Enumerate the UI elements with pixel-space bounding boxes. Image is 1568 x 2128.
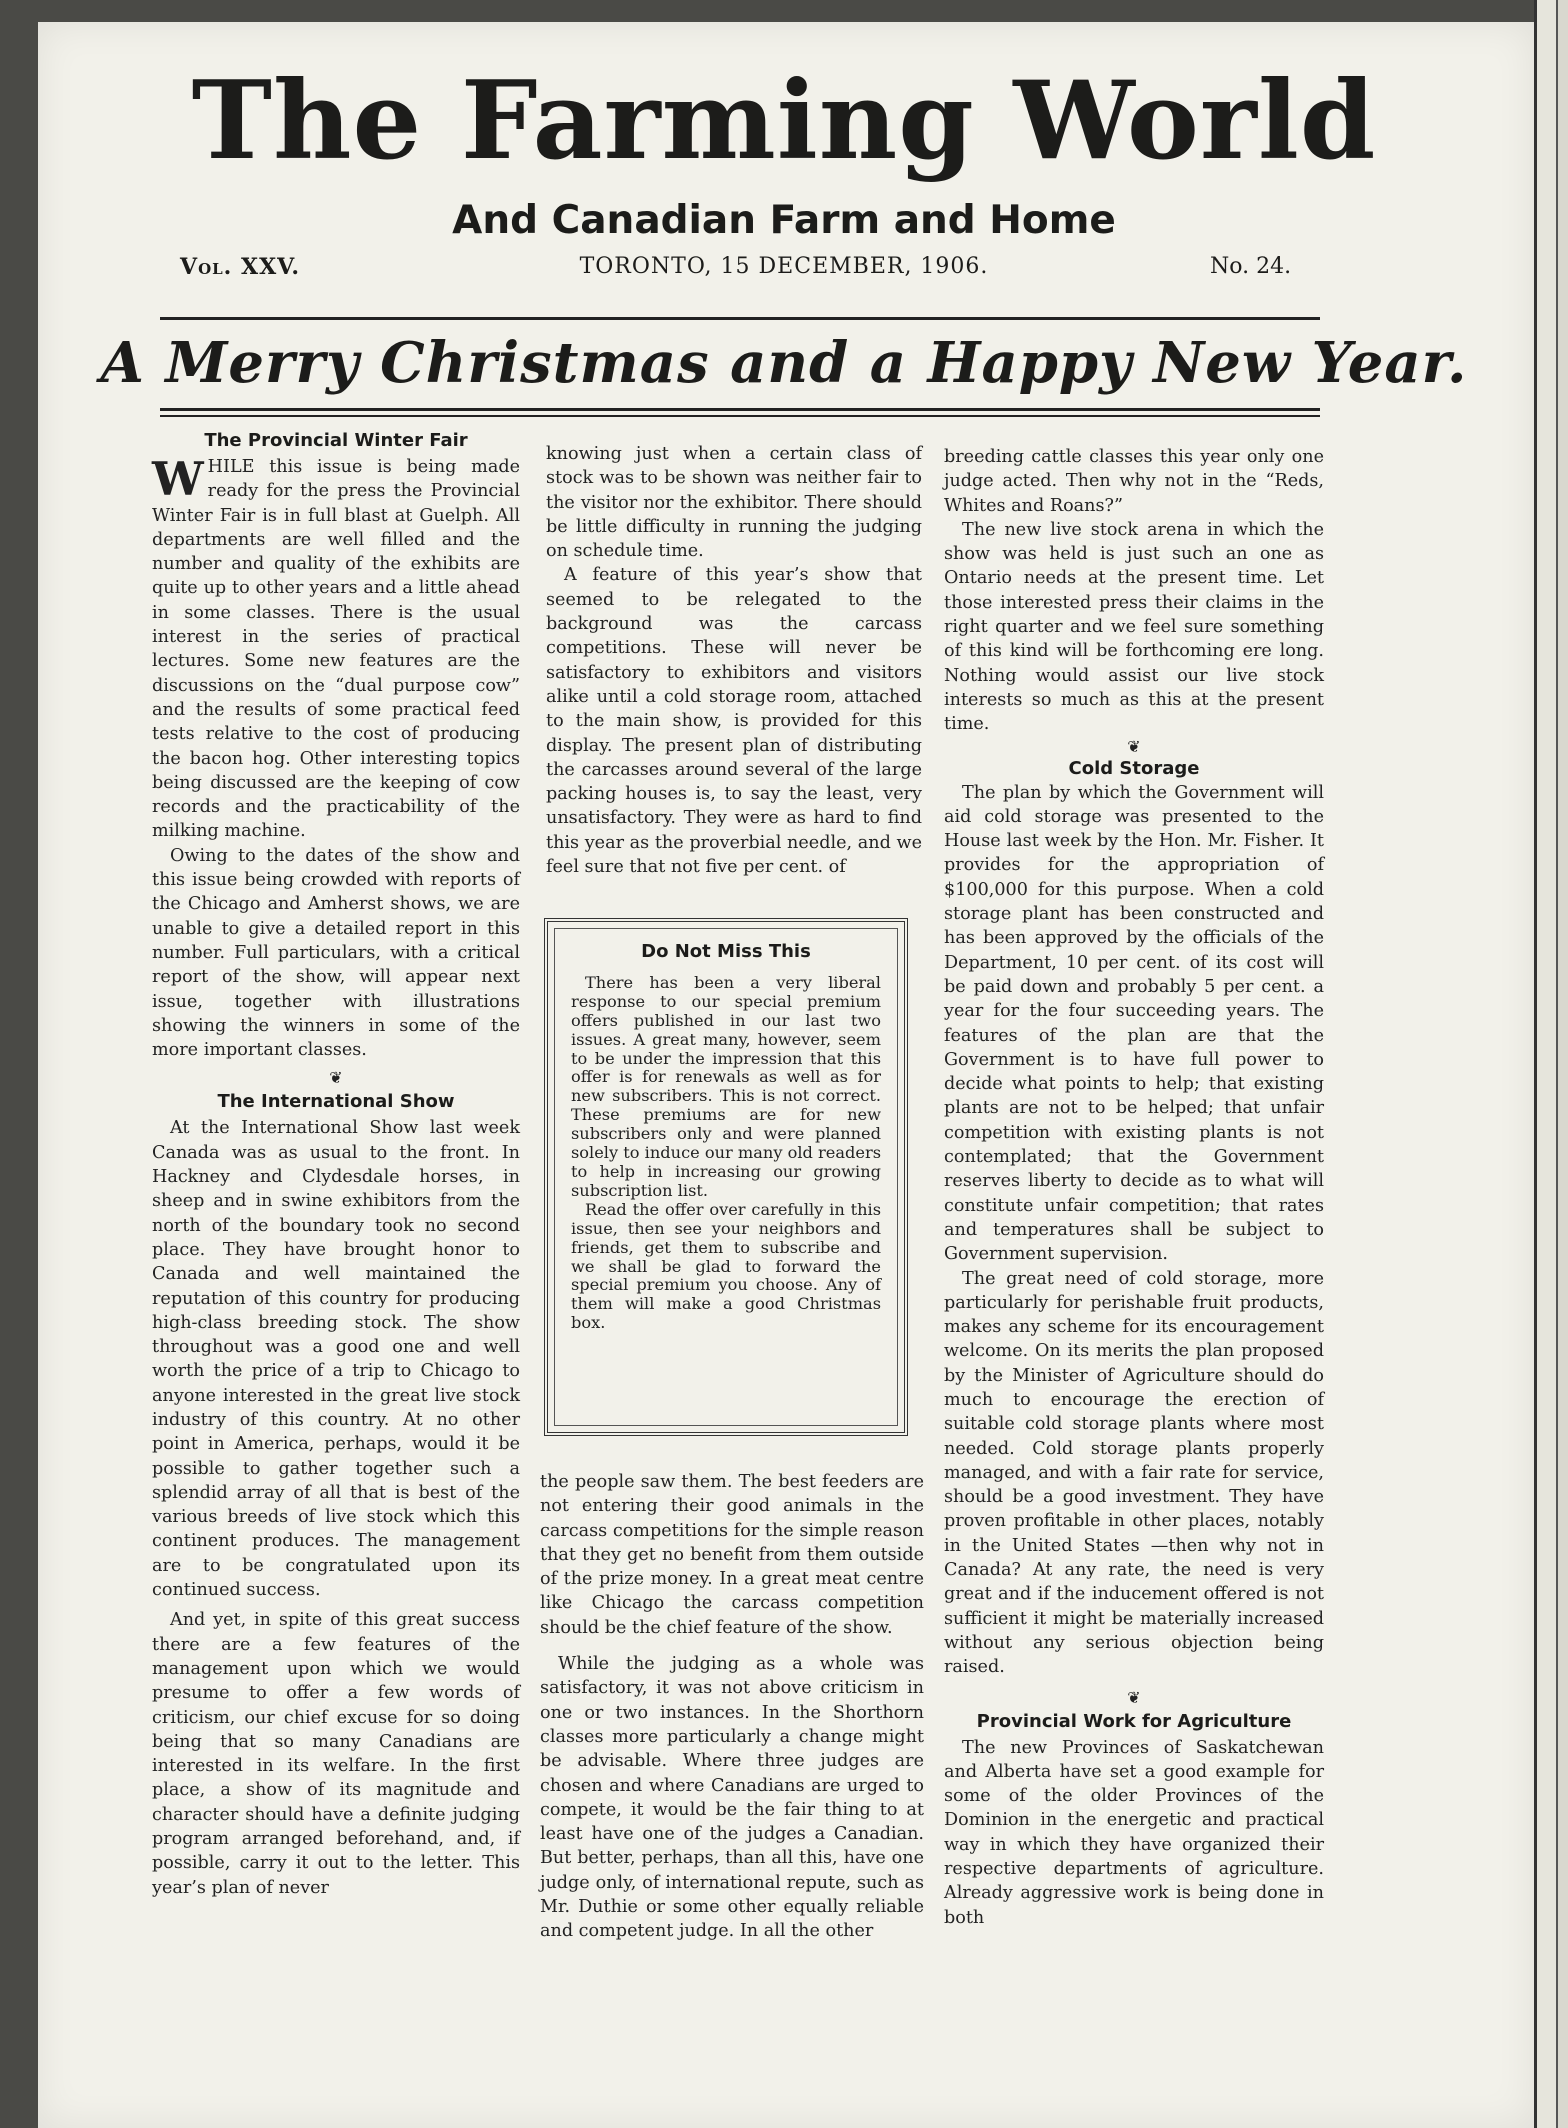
article-paragraph: While the judging as a whole was satisfactory, it was not above criticism in one or two instances. In the Shorthorn classes more particularly a change might be advisable. Where three judges are chosen and where Canadians are urged to compete, it would be the fair thing to at least have one of the judges a Canadian. But better, perhaps, than all this, have one judge only, of international repute, such as Mr. Duthie or some other equally reliable and competent judge. In all the other [540,1654,924,1942]
notice-paragraph: There has been a very liberal response to our special premium offers published in our last two issues. A great many, however, seem to be under the impression that this offer is for renewals as well as for new subscribers. This is not correct. These premiums are for new subscribers only and were planned solely to induce our many old readers to help in increasing our growing subscription list. [571,972,882,1200]
greeting-rule-top [160,408,1320,411]
holiday-greeting: A Merry Christmas and a Happy New Year. [100,330,1468,396]
article-paragraph: The plan by which the Government will aid cold storage was presented to the House last week by the Hon. Mr. Fisher. It provides for the appropriation of $100,000 for this purpose. When a cold storage plant has been constructed and has been approved by the officials of the Department, 10 per cent. of its cost will be paid down and probably 5 per cent. a year for the four succeeding years. The features of the plan are that the Government is to have full power to decide what points to help; that existing plants are not to be helped; that unfair competition with existing plants is not contemplated; that the Government reserves liberty to decide as to what will constitute unfair competition; that rates and temperatures shall be subject to Government supervision. [944,782,1324,1265]
article-paragraph: The new live stock arena in which the show was held is just such an one as Ontario needs at the present time. Let those interested press their claims in the right quarter and we feel sure something of this kind will be forthcoming ere long. Nothing would assist our live stock interests so much as this at the present time. [944,519,1324,735]
article-paragraph: the people saw them. The best feeders are not entering their good animals in the carcass competitions for the simple reason that they get no benefit from them outside of the prize money. In a great meat centre like Chicago the carcass competition should be the chief feature of the show. [540,1472,924,1638]
article-heading: Cold Storage [1068,757,1200,779]
issue-number: No. 24. [1210,254,1292,279]
paragraph-text: HILE this issue is being made ready for the press the Provincial Winter Fair is in full blast at Guelph. All departments are well filled and the number and quality of the exhibits are quite up to other years and a little ahead in some classes. There is the usual interest in the series of practical lectures. Some new features are the discussions on the “dual purpose cow” and the results of some practical feed tests relative to the cost of producing the bacon hog. Other interesting topics being discussed are the keeping of cow records and the practicability of the milking machine. [152,457,520,842]
ornament-icon: ❦ [1127,736,1141,756]
article-heading: The Provincial Winter Fair [204,430,468,451]
drop-cap: W [152,452,204,506]
volume-label: Vol. XXV. [180,254,301,280]
column-2 [546,442,922,879]
article-paragraph [152,452,520,844]
article-paragraph: The new Provinces of Saskatchewan and Alberta have set a good example for some of the older Provinces of the Dominion in the energetic and practical way in which they have organized their respective departments of agriculture. Already aggressive work is being done in both [944,1737,1324,1928]
column-3 [944,445,1324,1930]
greeting-rule-bottom [160,415,1320,417]
dateline: TORONTO, 15 DECEMBER, 1906. [579,254,989,279]
article-paragraph: The great need of cold storage, more particularly for perishable fruit products, makes any scheme for its encouragement welcome. On its merits the plan proposed by the Minister of Agriculture should do much to encourage the erection of suitable cold storage plants where most needed. Cold storage plants properly managed, and with a fair rate for service, should be a good investment. They have proven profitable in other places, notably in the United States —then why not in Canada? At any rate, the need is very great and if the inducement offered is not sufficient it might be materially increased without any serious objection being raised. [944,1268,1324,1678]
article-heading: Provincial Work for Agriculture [976,1710,1292,1732]
article-paragraph: At the International Show last week Canada was as usual to the front. In Hackney and Clydesdale horses, in sheep and in swine exhibitors from the north of the boundary took no second place. They have brought honor to Canada and well maintained the reputation of this country for producing high-class breeding stock. The show throughout was a good one and well worth the price of a trip to Chicago to anyone interested in the great live stock industry of this country. At no other point in America, perhaps, would it be possible to gather together such a splendid array of all that is best of the various breeds of live stock which this continent produces. The management are to be congratulated upon its continued success. [152,1118,520,1601]
notice-box [544,918,908,1436]
article-heading: The International Show [217,1091,455,1113]
notice-paragraph: Read the offer over carefully in this issue, then see your neighbors and friends, get them to subscribe and we shall be glad to forward the special premium you choose. Any of them will make a good Christmas box. [571,1199,881,1333]
notice-box-inner [554,928,898,1426]
article-paragraph: Owing to the dates of the show and this issue being crowded with reports of the Chicago and Amherst shows, we are unable to give a detailed report in this number. Full particulars, with a critical report of the show, will appear next issue, together with illustrations showing the winners in some of the more important classes. [152,845,520,1061]
ornament-icon: ❦ [1127,1687,1141,1707]
column-2-continued [540,1470,924,1944]
ornament-icon: ❦ [329,1068,343,1088]
newspaper-title: The Farming World [191,58,1377,184]
article-paragraph: A feature of this year’s show that seemed to be relegated to the background was the carcass competitions. These will never be satisfactory to exhibitors and visitors alike until a cold storage room, attached to the main show, is provided for this display. The present plan of distributing the carcasses around several of the large packing houses is, to say the least, very unsatisfactory. They were as hard to find this year as the proverbial needle, and we feel sure that not five per cent. of [546,565,922,878]
article-paragraph: knowing just when a certain class of stock was to be shown was neither fair to the visitor nor the exhibitor. There should be little difficulty in running the judging on schedule time. [546,444,922,562]
column-1 [152,427,520,1900]
article-paragraph: And yet, in spite of this great success there are a few features of the management upon which we would presume to offer a few words of criticism, our chief excuse for so doing being that so many Canadians are interested in its welfare. In the first place, a show of its magnitude and character should have a definite judging program arranged beforehand, and, if possible, carry it out to the letter. This year’s plan of never [152,1610,520,1898]
page-edge-outer [1556,0,1568,2128]
newspaper-subtitle: And Canadian Farm and Home [452,198,1116,243]
article-paragraph: breeding cattle classes this year only one judge acted. Then why not in the “Reds, Whites and Roans?” [944,447,1324,516]
notice-heading: Do Not Miss This [641,941,811,962]
masthead-rule [160,317,1320,320]
